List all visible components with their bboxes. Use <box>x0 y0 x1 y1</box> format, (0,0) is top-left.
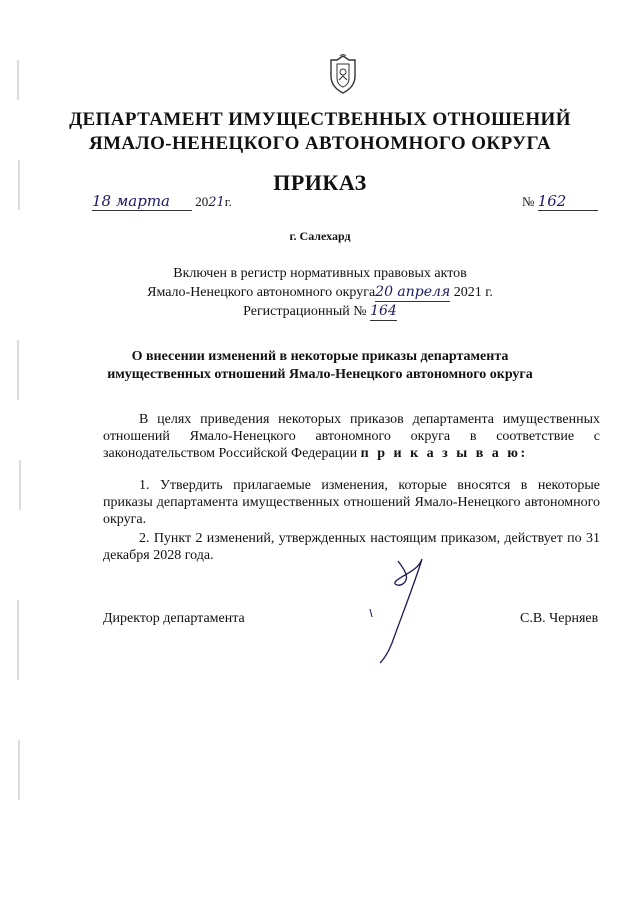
order-subject <box>0 348 640 384</box>
registration-line-3 <box>0 302 640 321</box>
preamble-text: В целях приведения некоторых приказов департамента имущественных отношений Ямало-Ненецкого автономного округа в соответствие с законодательством Российской Федерации <box>103 412 600 461</box>
preamble-paragraph <box>103 411 600 462</box>
department-line-1: ДЕПАРТАМЕНТ ИМУЩЕСТВЕННЫХ ОТНОШЕНИЙ <box>69 109 571 130</box>
item-1-text: 1. Утвердить прилагаемые изменения, которые вносятся в некоторые приказы департамента имущественных отношений Ямало-Ненецкого автономного округа. <box>103 478 600 527</box>
registration-date-handwritten: 20 апреля <box>375 284 451 300</box>
order-year-handwritten: 21 <box>208 195 225 210</box>
registration-year: 2021 г. <box>453 285 493 300</box>
item-2-text: 2. Пункт 2 изменений, утвержденных настоящим приказом, действует по 31 декабря 2028 года. <box>103 531 600 563</box>
registration-line-1: Включен в регистр нормативных правовых актов <box>173 266 467 281</box>
department-header <box>0 108 640 156</box>
order-date-handwritten: 18 марта <box>92 192 192 211</box>
item-1-paragraph <box>103 477 600 528</box>
registration-region: Ямало-Ненецкого автономного округа <box>147 285 376 300</box>
city: г. Салехард <box>289 229 351 243</box>
registration-stamp <box>0 265 640 321</box>
document-type-title: ПРИКАЗ <box>273 170 367 195</box>
order-year-suffix: г. <box>224 194 232 209</box>
order-date <box>92 192 232 211</box>
order-year-prefix: 20 <box>195 194 209 209</box>
order-number-prefix: № <box>522 194 535 209</box>
subject-line-2: имущественных отношений Ямало-Ненецкого автономного округа <box>107 367 533 382</box>
order-number-handwritten: 162 <box>538 192 598 211</box>
subject-line-1: О внесении изменений в некоторые приказы департамента <box>131 349 509 364</box>
registration-line-2 <box>0 283 640 302</box>
item-2-paragraph <box>103 530 600 564</box>
coat-of-arms-icon <box>327 54 359 94</box>
registration-number-label: Регистрационный № <box>243 304 367 319</box>
signature-position: Директор департамента <box>103 611 245 626</box>
department-line-2: ЯМАЛО-НЕНЕЦКОГО АВТОНОМНОГО ОКРУГА <box>88 133 552 154</box>
order-number <box>522 192 598 211</box>
preamble-order-word: п р и к а з ы в а ю: <box>360 446 528 461</box>
signature-name: С.В. Черняев <box>520 611 599 626</box>
handwritten-signature <box>362 555 432 665</box>
registration-number-handwritten: 164 <box>370 303 397 319</box>
scan-margin-marks <box>14 40 26 860</box>
